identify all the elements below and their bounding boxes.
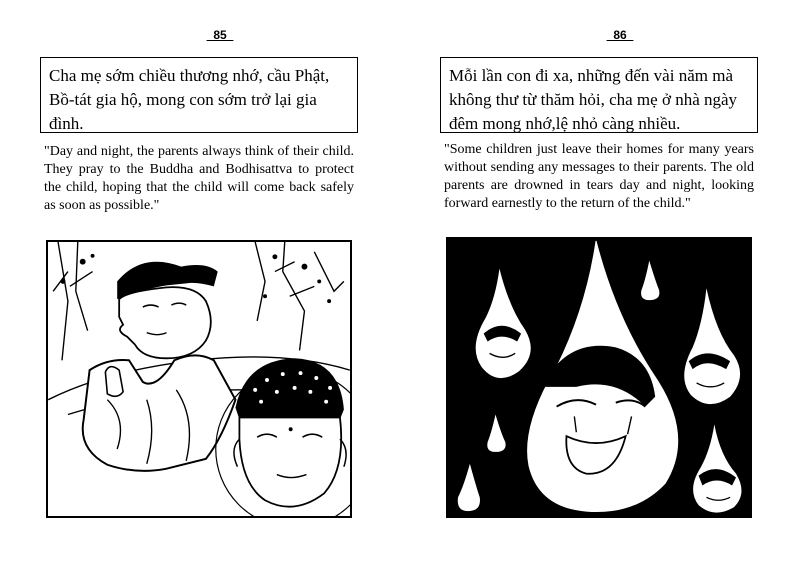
vietnamese-caption-box: Cha mẹ sớm chiều thương nhớ, cầu Phật, Bồ-tát gia hộ, mong con sớm trở lại gia đình. [40, 57, 358, 133]
praying-parent-and-buddha-drawing [48, 242, 350, 516]
teardrops-with-faces-drawing [448, 239, 750, 516]
page-number: _86_ [606, 28, 634, 42]
illustration-parents-praying [46, 240, 352, 518]
english-caption: "Some children just leave their homes for many years without sending any messages to their parents. The old parents are drowned in tears day and night, looking forward earnestly to the return of the child." [444, 142, 754, 211]
page-number: _85_ [206, 28, 234, 42]
illustration-tears [446, 237, 752, 518]
english-caption: "Day and night, the parents always think of their child. They pray to the Buddha and Bodhisattva to protect the child, hoping that the child will come back safely as soon as possible." [44, 144, 354, 213]
vietnamese-caption-box: Mỗi lần con đi xa, những đến vài năm mà không thư từ thăm hỏi, cha mẹ ở nhà ngày đêm mong nhớ,lệ nhỏ càng nhiều. [440, 57, 758, 133]
page-85 [40, 0, 400, 566]
page-86 [440, 0, 800, 566]
